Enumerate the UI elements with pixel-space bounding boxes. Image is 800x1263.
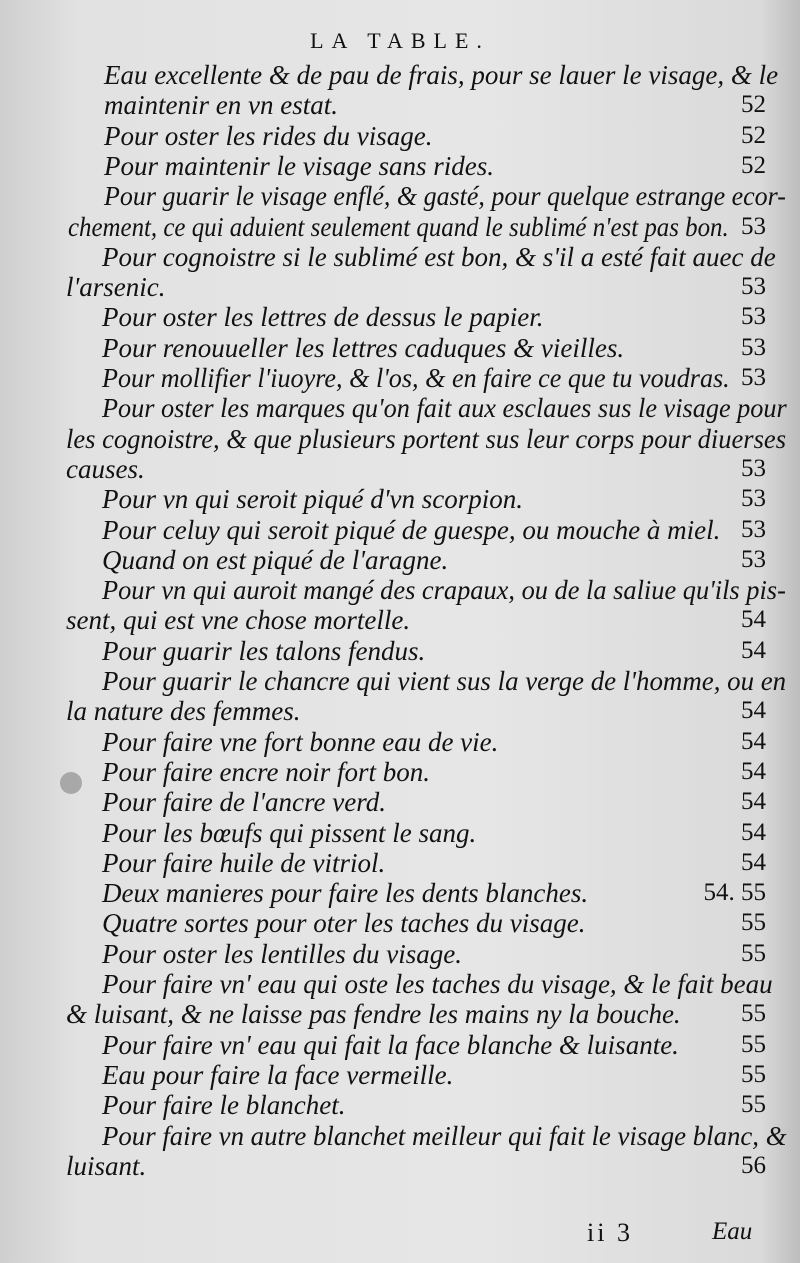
page-number: 53 — [741, 303, 766, 331]
entry-text: la nature des femmes. — [66, 696, 301, 727]
toc-entry-line — [0, 755, 800, 789]
page-footer — [0, 1218, 800, 1258]
toc-entry-line — [0, 1088, 800, 1122]
entry-text: maintenir en vn estat. — [104, 90, 338, 121]
page-number: 53 — [741, 333, 766, 361]
toc-entry-line — [0, 846, 800, 880]
page-number: 56 — [741, 1151, 766, 1179]
toc-entry-line — [0, 119, 800, 153]
page-number: 53 — [741, 545, 766, 573]
toc-entry-line — [0, 543, 800, 577]
page-number: 54 — [741, 788, 766, 816]
entry-text: Pour cognoistre si le sublimé est bon, & s'il a esté fait auec de — [102, 241, 776, 272]
page-number: 54 — [741, 697, 766, 725]
toc-entry-line — [0, 1149, 800, 1183]
entry-text: Pour faire vn' eau qui fait la face blanche & luisante. — [102, 1029, 679, 1060]
entry-text: & luisant, & ne laisse pas fendre les mains ny la bouche. — [66, 999, 681, 1030]
entry-text: Pour vn qui seroit piqué d'vn scorpion. — [102, 484, 523, 515]
entry-text: Deux manieres pour faire les dents blanches. — [102, 878, 589, 909]
catchword: Eau — [712, 1218, 753, 1245]
page-number: 55 — [741, 1030, 766, 1058]
toc-entry-line — [0, 1028, 800, 1062]
page-number: 52 — [741, 91, 766, 119]
page-number: 54. 55 — [703, 879, 766, 907]
toc-entry-line — [0, 664, 800, 698]
toc-entry-line — [0, 482, 800, 516]
entry-text: causes. — [66, 453, 145, 484]
toc-entry-line — [0, 210, 800, 244]
toc-entry-line — [0, 603, 800, 637]
page-number: 55 — [741, 1091, 766, 1119]
page-number: 52 — [741, 121, 766, 149]
entry-text: Pour vn qui auroit mangé des crapaux, ou de la saliue qu'ils pis- — [102, 575, 786, 606]
entry-text: Pour celuy qui seroit piqué de guespe, ou mouche à miel. — [102, 514, 721, 545]
entry-text: Pour faire huile de vitriol. — [102, 847, 386, 878]
page-number: 53 — [741, 212, 766, 240]
entry-text: chement, ce qui aduient seulement quand le sublimé n'est pas bon. — [68, 211, 729, 242]
entry-text: Pour renouueller les lettres caduques & vieilles. — [102, 332, 625, 363]
page-number: 53 — [741, 364, 766, 391]
toc-entry-line — [0, 270, 800, 304]
entry-text: Pour faire vne fort bonne eau de vie. — [102, 726, 499, 757]
entry-text: Pour oster les lettres de dessus le papier. — [102, 302, 544, 333]
page-number: 55 — [741, 909, 766, 937]
toc-entry-line — [0, 179, 800, 213]
toc-entry-line — [0, 58, 800, 92]
page-number: 53 — [741, 454, 766, 482]
page-number: 54 — [741, 818, 766, 846]
toc-entry-line — [0, 906, 800, 940]
page-number: 55 — [741, 939, 766, 967]
page-number: 54 — [741, 606, 766, 634]
page-number: 53 — [741, 273, 766, 301]
entry-text: Pour faire vn' eau qui oste les taches du visage, & le fait beau — [102, 969, 773, 999]
toc-entry-line — [0, 513, 800, 547]
entry-text: Quatre sortes pour oter les taches du visage. — [102, 908, 586, 939]
entry-text: Pour oster les marques qu'on fait aux esclaues sus le visage pour — [102, 393, 787, 424]
toc-entry-line — [0, 149, 800, 183]
page-number: 55 — [741, 1060, 766, 1088]
page-number: 54 — [741, 727, 766, 755]
entry-text: les cognoistre, & que plusieurs portent sus leur corps pour diuerses — [66, 423, 787, 454]
toc-entry-line — [0, 331, 800, 365]
toc-entry-line — [0, 1058, 800, 1092]
entry-text: l'arsenic. — [66, 272, 166, 303]
entry-text: Pour guarir les talons fendus. — [102, 635, 426, 666]
toc-entry-line — [0, 725, 800, 759]
toc-entry-line — [0, 422, 800, 456]
entry-text: Pour mollifier l'iuoyre, & l'os, & en faire ce que tu voudras. — [102, 363, 730, 393]
entry-text: Pour guarir le chancre qui vient sus la verge de l'homme, ou en — [102, 666, 787, 696]
page-number: 54 — [741, 636, 766, 664]
entry-text: Eau excellente & de pau de frais, pour se lauer le visage, & le — [104, 60, 779, 90]
entry-text: Pour maintenir le visage sans rides. — [104, 150, 494, 181]
entry-text: Pour les bœufs qui pissent le sang. — [102, 817, 477, 848]
entry-text: luisant. — [66, 1150, 147, 1181]
entry-text: Pour oster les lentilles du visage. — [102, 938, 462, 969]
entry-text: sent, qui est vne chose mortelle. — [66, 605, 411, 636]
entry-text: Eau pour faire la face vermeille. — [102, 1059, 454, 1090]
toc-entry-line — [0, 88, 800, 122]
toc-entry-line — [0, 634, 800, 668]
toc-entry-line — [0, 361, 800, 395]
toc-entry-line — [0, 967, 800, 1001]
page-number: 54 — [741, 848, 766, 876]
page-number: 53 — [741, 515, 766, 543]
running-head: LA TABLE. — [310, 28, 490, 53]
page-number: 55 — [741, 1000, 766, 1028]
page-number: 54 — [741, 757, 766, 785]
toc-entry-line — [0, 876, 800, 910]
toc-entry-line — [0, 997, 800, 1031]
toc-entry-line — [0, 816, 800, 850]
toc-entry-line — [0, 785, 800, 819]
toc-entry-line — [0, 937, 800, 971]
entry-text: Pour faire le blanchet. — [102, 1090, 346, 1121]
toc-entry-line — [0, 391, 800, 425]
entry-text: Pour faire de l'ancre verd. — [102, 787, 386, 818]
toc-entry-line — [0, 1119, 800, 1153]
toc-entry-line — [0, 694, 800, 728]
page-number: 53 — [741, 485, 766, 513]
toc-entry-line — [0, 452, 800, 486]
entry-text: Pour faire encre noir fort bon. — [102, 756, 430, 787]
toc-entry-line — [0, 573, 800, 607]
entry-text: Pour guarir le visage enflé, & gasté, pour quelque estrange ecor- — [104, 181, 786, 212]
toc-entry-line — [0, 240, 800, 274]
entry-text: Pour oster les rides du visage. — [104, 120, 433, 151]
page-number: 52 — [741, 151, 766, 179]
entry-text: Quand on est piqué de l'aragne. — [102, 544, 449, 575]
toc-entry-line — [0, 300, 800, 334]
entry-text: Pour faire vn autre blanchet meilleur qui fait le visage blanc, & — [102, 1120, 787, 1151]
signature-mark: ii 3 — [587, 1218, 633, 1247]
